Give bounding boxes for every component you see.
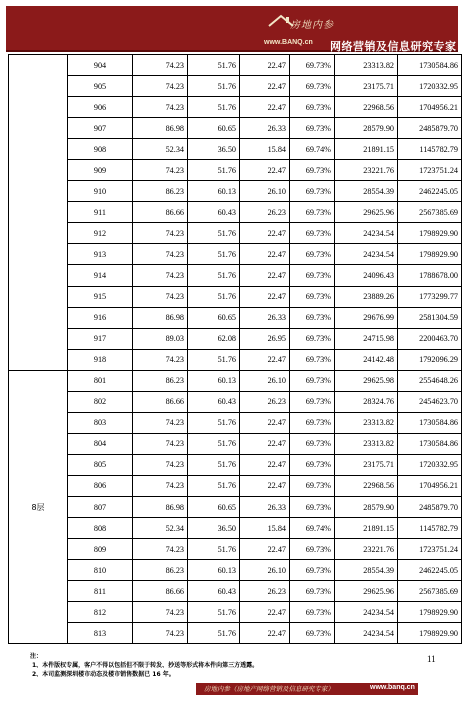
unit-number-cell: 906 bbox=[68, 97, 133, 118]
total-price-cell: 2581304.59 bbox=[398, 307, 462, 328]
table-row bbox=[9, 623, 462, 644]
usage-rate-cell: 69.73% bbox=[290, 76, 335, 97]
building-area-cell: 74.23 bbox=[133, 286, 188, 307]
building-area-cell: 74.23 bbox=[133, 602, 188, 623]
shared-area-cell: 22.47 bbox=[240, 623, 290, 644]
table-row bbox=[9, 518, 462, 539]
unit-number-cell: 907 bbox=[68, 118, 133, 139]
unit-number-cell: 914 bbox=[68, 265, 133, 286]
shared-area-cell: 26.33 bbox=[240, 118, 290, 139]
unit-price-cell: 23889.26 bbox=[335, 286, 398, 307]
total-price-cell: 2567385.69 bbox=[398, 581, 462, 602]
building-area-cell: 86.66 bbox=[133, 202, 188, 223]
building-area-cell: 74.23 bbox=[133, 349, 188, 370]
table-row bbox=[9, 412, 462, 433]
shared-area-cell: 22.47 bbox=[240, 55, 290, 76]
total-price-cell: 1704956.21 bbox=[398, 475, 462, 496]
unit-number-cell: 805 bbox=[68, 454, 133, 475]
page-number: 11 bbox=[427, 654, 436, 664]
unit-price-cell: 28554.39 bbox=[335, 560, 398, 581]
building-area-cell: 52.34 bbox=[133, 139, 188, 160]
building-area-cell: 74.23 bbox=[133, 265, 188, 286]
unit-price-cell: 24234.54 bbox=[335, 602, 398, 623]
unit-price-cell: 23175.71 bbox=[335, 76, 398, 97]
building-area-cell: 74.23 bbox=[133, 412, 188, 433]
inner-area-cell: 60.43 bbox=[188, 581, 240, 602]
shared-area-cell: 22.47 bbox=[240, 160, 290, 181]
unit-price-cell: 29625.96 bbox=[335, 202, 398, 223]
usage-rate-cell: 69.73% bbox=[290, 55, 335, 76]
usage-rate-cell: 69.73% bbox=[290, 223, 335, 244]
table-row bbox=[9, 454, 462, 475]
unit-number-cell: 917 bbox=[68, 328, 133, 349]
table-row bbox=[9, 244, 462, 265]
unit-price-cell: 24096.43 bbox=[335, 265, 398, 286]
shared-area-cell: 22.47 bbox=[240, 76, 290, 97]
floor-label bbox=[9, 55, 68, 371]
building-area-cell: 86.98 bbox=[133, 307, 188, 328]
building-area-cell: 74.23 bbox=[133, 244, 188, 265]
shared-area-cell: 22.47 bbox=[240, 539, 290, 560]
shared-area-cell: 26.33 bbox=[240, 307, 290, 328]
unit-number-cell: 804 bbox=[68, 433, 133, 454]
usage-rate-cell: 69.73% bbox=[290, 244, 335, 265]
total-price-cell: 2454623.70 bbox=[398, 391, 462, 412]
usage-rate-cell: 69.73% bbox=[290, 181, 335, 202]
building-area-cell: 74.23 bbox=[133, 475, 188, 496]
floor-label: 8层 bbox=[9, 370, 68, 644]
inner-area-cell: 51.76 bbox=[188, 223, 240, 244]
building-area-cell: 74.23 bbox=[133, 539, 188, 560]
usage-rate-cell: 69.73% bbox=[290, 433, 335, 454]
unit-price-cell: 23175.71 bbox=[335, 454, 398, 475]
building-area-cell: 86.23 bbox=[133, 560, 188, 581]
usage-rate-cell: 69.73% bbox=[290, 623, 335, 644]
inner-area-cell: 51.76 bbox=[188, 97, 240, 118]
shared-area-cell: 26.95 bbox=[240, 328, 290, 349]
building-area-cell: 89.03 bbox=[133, 328, 188, 349]
total-price-cell: 1798929.90 bbox=[398, 602, 462, 623]
table-row bbox=[9, 370, 462, 391]
unit-number-cell: 811 bbox=[68, 581, 133, 602]
unit-price-cell: 23221.76 bbox=[335, 539, 398, 560]
unit-number-cell: 912 bbox=[68, 223, 133, 244]
usage-rate-cell: 69.73% bbox=[290, 581, 335, 602]
unit-price-cell: 28579.90 bbox=[335, 496, 398, 517]
inner-area-cell: 60.13 bbox=[188, 181, 240, 202]
building-area-cell: 74.23 bbox=[133, 55, 188, 76]
unit-price-cell: 23221.76 bbox=[335, 160, 398, 181]
brand-url: www.BANQ.cn bbox=[264, 39, 313, 46]
building-area-cell: 86.23 bbox=[133, 370, 188, 391]
total-price-cell: 2567385.69 bbox=[398, 202, 462, 223]
building-area-cell: 86.98 bbox=[133, 118, 188, 139]
total-price-cell: 1720332.95 bbox=[398, 76, 462, 97]
inner-area-cell: 60.65 bbox=[188, 496, 240, 517]
unit-number-cell: 916 bbox=[68, 307, 133, 328]
note-line: 1、本件版权专属，客户不得以包括但不限于转发、抄送等形式将本件向第三方透露。 bbox=[32, 662, 259, 669]
usage-rate-cell: 69.73% bbox=[290, 349, 335, 370]
shared-area-cell: 15.84 bbox=[240, 139, 290, 160]
inner-area-cell: 51.76 bbox=[188, 602, 240, 623]
unit-number-cell: 803 bbox=[68, 412, 133, 433]
table-row bbox=[9, 475, 462, 496]
unit-price-table bbox=[8, 54, 462, 644]
shared-area-cell: 22.47 bbox=[240, 286, 290, 307]
usage-rate-cell: 69.73% bbox=[290, 328, 335, 349]
total-price-cell: 1798929.90 bbox=[398, 223, 462, 244]
usage-rate-cell: 69.73% bbox=[290, 118, 335, 139]
usage-rate-cell: 69.74% bbox=[290, 139, 335, 160]
total-price-cell: 1720332.95 bbox=[398, 454, 462, 475]
unit-number-cell: 810 bbox=[68, 560, 133, 581]
total-price-cell: 1730584.86 bbox=[398, 433, 462, 454]
unit-number-cell: 813 bbox=[68, 623, 133, 644]
table-row bbox=[9, 602, 462, 623]
unit-number-cell: 801 bbox=[68, 370, 133, 391]
table-row bbox=[9, 55, 462, 76]
table-row bbox=[9, 181, 462, 202]
total-price-cell: 1788678.00 bbox=[398, 265, 462, 286]
building-area-cell: 74.23 bbox=[133, 97, 188, 118]
building-area-cell: 74.23 bbox=[133, 454, 188, 475]
unit-price-cell: 23313.82 bbox=[335, 412, 398, 433]
table-row bbox=[9, 581, 462, 602]
shared-area-cell: 22.47 bbox=[240, 349, 290, 370]
usage-rate-cell: 69.73% bbox=[290, 202, 335, 223]
total-price-cell: 1704956.21 bbox=[398, 97, 462, 118]
unit-number-cell: 918 bbox=[68, 349, 133, 370]
shared-area-cell: 15.84 bbox=[240, 518, 290, 539]
total-price-cell: 1145782.79 bbox=[398, 139, 462, 160]
unit-price-cell: 29676.99 bbox=[335, 307, 398, 328]
shared-area-cell: 22.47 bbox=[240, 454, 290, 475]
unit-number-cell: 904 bbox=[68, 55, 133, 76]
unit-price-cell: 23313.82 bbox=[335, 433, 398, 454]
shared-area-cell: 26.23 bbox=[240, 202, 290, 223]
table-row bbox=[9, 307, 462, 328]
usage-rate-cell: 69.73% bbox=[290, 391, 335, 412]
total-price-cell: 1145782.79 bbox=[398, 518, 462, 539]
shared-area-cell: 22.47 bbox=[240, 265, 290, 286]
usage-rate-cell: 69.73% bbox=[290, 560, 335, 581]
shared-area-cell: 26.33 bbox=[240, 496, 290, 517]
table-row bbox=[9, 202, 462, 223]
shared-area-cell: 26.10 bbox=[240, 560, 290, 581]
building-area-cell: 74.23 bbox=[133, 223, 188, 244]
shared-area-cell: 26.23 bbox=[240, 391, 290, 412]
unit-price-cell: 28554.39 bbox=[335, 181, 398, 202]
unit-number-cell: 908 bbox=[68, 139, 133, 160]
table-row bbox=[9, 286, 462, 307]
shared-area-cell: 22.47 bbox=[240, 244, 290, 265]
table-row bbox=[9, 560, 462, 581]
note-line: 2、本司监测深圳楼市动态及楼市销售数据已 16 年。 bbox=[32, 671, 175, 678]
unit-number-cell: 915 bbox=[68, 286, 133, 307]
inner-area-cell: 60.13 bbox=[188, 370, 240, 391]
brand-name: 房地内参 bbox=[290, 20, 334, 31]
table-row bbox=[9, 265, 462, 286]
usage-rate-cell: 69.73% bbox=[290, 475, 335, 496]
unit-number-cell: 911 bbox=[68, 202, 133, 223]
total-price-cell: 2554648.26 bbox=[398, 370, 462, 391]
unit-price-cell: 21891.15 bbox=[335, 139, 398, 160]
unit-price-cell: 22968.56 bbox=[335, 97, 398, 118]
unit-number-cell: 802 bbox=[68, 391, 133, 412]
unit-price-cell: 24234.54 bbox=[335, 244, 398, 265]
usage-rate-cell: 69.73% bbox=[290, 539, 335, 560]
footnotes bbox=[32, 652, 258, 679]
usage-rate-cell: 69.73% bbox=[290, 370, 335, 391]
inner-area-cell: 51.76 bbox=[188, 55, 240, 76]
inner-area-cell: 51.76 bbox=[188, 412, 240, 433]
notes-title: 注： bbox=[30, 653, 43, 660]
table-row bbox=[9, 139, 462, 160]
table-row bbox=[9, 328, 462, 349]
shared-area-cell: 26.23 bbox=[240, 581, 290, 602]
building-area-cell: 74.23 bbox=[133, 76, 188, 97]
usage-rate-cell: 69.73% bbox=[290, 496, 335, 517]
table-row bbox=[9, 349, 462, 370]
inner-area-cell: 51.76 bbox=[188, 244, 240, 265]
unit-price-cell: 24715.98 bbox=[335, 328, 398, 349]
table-row bbox=[9, 433, 462, 454]
inner-area-cell: 51.76 bbox=[188, 286, 240, 307]
inner-area-cell: 60.65 bbox=[188, 118, 240, 139]
unit-number-cell: 809 bbox=[68, 539, 133, 560]
unit-number-cell: 905 bbox=[68, 76, 133, 97]
unit-number-cell: 812 bbox=[68, 602, 133, 623]
total-price-cell: 2485879.70 bbox=[398, 118, 462, 139]
table-row bbox=[9, 76, 462, 97]
unit-price-cell: 29625.98 bbox=[335, 370, 398, 391]
unit-price-cell: 28324.76 bbox=[335, 391, 398, 412]
table-row bbox=[9, 391, 462, 412]
inner-area-cell: 36.50 bbox=[188, 139, 240, 160]
total-price-cell: 1798929.90 bbox=[398, 623, 462, 644]
total-price-cell: 2462245.05 bbox=[398, 560, 462, 581]
usage-rate-cell: 69.73% bbox=[290, 307, 335, 328]
unit-number-cell: 806 bbox=[68, 475, 133, 496]
shared-area-cell: 26.10 bbox=[240, 181, 290, 202]
total-price-cell: 1792096.29 bbox=[398, 349, 462, 370]
total-price-cell: 2200463.70 bbox=[398, 328, 462, 349]
unit-price-cell: 24142.48 bbox=[335, 349, 398, 370]
inner-area-cell: 60.65 bbox=[188, 307, 240, 328]
shared-area-cell: 22.47 bbox=[240, 223, 290, 244]
total-price-cell: 2485879.70 bbox=[398, 496, 462, 517]
table-row bbox=[9, 496, 462, 517]
inner-area-cell: 60.43 bbox=[188, 391, 240, 412]
unit-number-cell: 807 bbox=[68, 496, 133, 517]
shared-area-cell: 22.47 bbox=[240, 602, 290, 623]
unit-price-cell: 28579.90 bbox=[335, 118, 398, 139]
inner-area-cell: 62.08 bbox=[188, 328, 240, 349]
usage-rate-cell: 69.73% bbox=[290, 412, 335, 433]
total-price-cell: 1730584.86 bbox=[398, 55, 462, 76]
shared-area-cell: 22.47 bbox=[240, 412, 290, 433]
table-row bbox=[9, 223, 462, 244]
table-row bbox=[9, 97, 462, 118]
header-banner bbox=[6, 6, 458, 52]
building-area-cell: 86.66 bbox=[133, 391, 188, 412]
table-row bbox=[9, 118, 462, 139]
inner-area-cell: 51.76 bbox=[188, 76, 240, 97]
building-area-cell: 86.66 bbox=[133, 581, 188, 602]
total-price-cell: 1773299.77 bbox=[398, 286, 462, 307]
unit-price-cell: 22968.56 bbox=[335, 475, 398, 496]
usage-rate-cell: 69.73% bbox=[290, 454, 335, 475]
unit-price-cell: 24234.54 bbox=[335, 223, 398, 244]
unit-price-cell: 24234.54 bbox=[335, 623, 398, 644]
total-price-cell: 1723751.24 bbox=[398, 160, 462, 181]
inner-area-cell: 51.76 bbox=[188, 623, 240, 644]
building-area-cell: 86.98 bbox=[133, 496, 188, 517]
building-area-cell: 52.34 bbox=[133, 518, 188, 539]
shared-area-cell: 22.47 bbox=[240, 475, 290, 496]
unit-price-cell: 29625.96 bbox=[335, 581, 398, 602]
table-row bbox=[9, 160, 462, 181]
building-area-cell: 86.23 bbox=[133, 181, 188, 202]
inner-area-cell: 36.50 bbox=[188, 518, 240, 539]
usage-rate-cell: 69.73% bbox=[290, 286, 335, 307]
unit-price-cell: 21891.15 bbox=[335, 518, 398, 539]
table-row bbox=[9, 539, 462, 560]
building-area-cell: 74.23 bbox=[133, 160, 188, 181]
building-area-cell: 74.23 bbox=[133, 433, 188, 454]
inner-area-cell: 60.43 bbox=[188, 202, 240, 223]
usage-rate-cell: 69.73% bbox=[290, 265, 335, 286]
shared-area-cell: 22.47 bbox=[240, 97, 290, 118]
total-price-cell: 1730584.86 bbox=[398, 412, 462, 433]
footer-url: www.banq.cn bbox=[370, 684, 415, 691]
usage-rate-cell: 69.73% bbox=[290, 160, 335, 181]
shared-area-cell: 26.10 bbox=[240, 370, 290, 391]
usage-rate-cell: 69.73% bbox=[290, 97, 335, 118]
inner-area-cell: 51.76 bbox=[188, 433, 240, 454]
inner-area-cell: 51.76 bbox=[188, 454, 240, 475]
inner-area-cell: 51.76 bbox=[188, 349, 240, 370]
brand-slogan: 网络营销及信息研究专家 bbox=[330, 40, 457, 53]
shared-area-cell: 22.47 bbox=[240, 433, 290, 454]
building-area-cell: 74.23 bbox=[133, 623, 188, 644]
unit-number-cell: 910 bbox=[68, 181, 133, 202]
unit-number-cell: 909 bbox=[68, 160, 133, 181]
total-price-cell: 2462245.05 bbox=[398, 181, 462, 202]
inner-area-cell: 51.76 bbox=[188, 160, 240, 181]
usage-rate-cell: 69.73% bbox=[290, 602, 335, 623]
inner-area-cell: 60.13 bbox=[188, 560, 240, 581]
unit-number-cell: 913 bbox=[68, 244, 133, 265]
unit-number-cell: 808 bbox=[68, 518, 133, 539]
unit-price-cell: 23313.82 bbox=[335, 55, 398, 76]
total-price-cell: 1798929.90 bbox=[398, 244, 462, 265]
inner-area-cell: 51.76 bbox=[188, 539, 240, 560]
usage-rate-cell: 69.74% bbox=[290, 518, 335, 539]
inner-area-cell: 51.76 bbox=[188, 265, 240, 286]
footer-text: 房地内参（房地产网络营销及信息研究专家） bbox=[204, 685, 334, 693]
inner-area-cell: 51.76 bbox=[188, 475, 240, 496]
total-price-cell: 1723751.24 bbox=[398, 539, 462, 560]
